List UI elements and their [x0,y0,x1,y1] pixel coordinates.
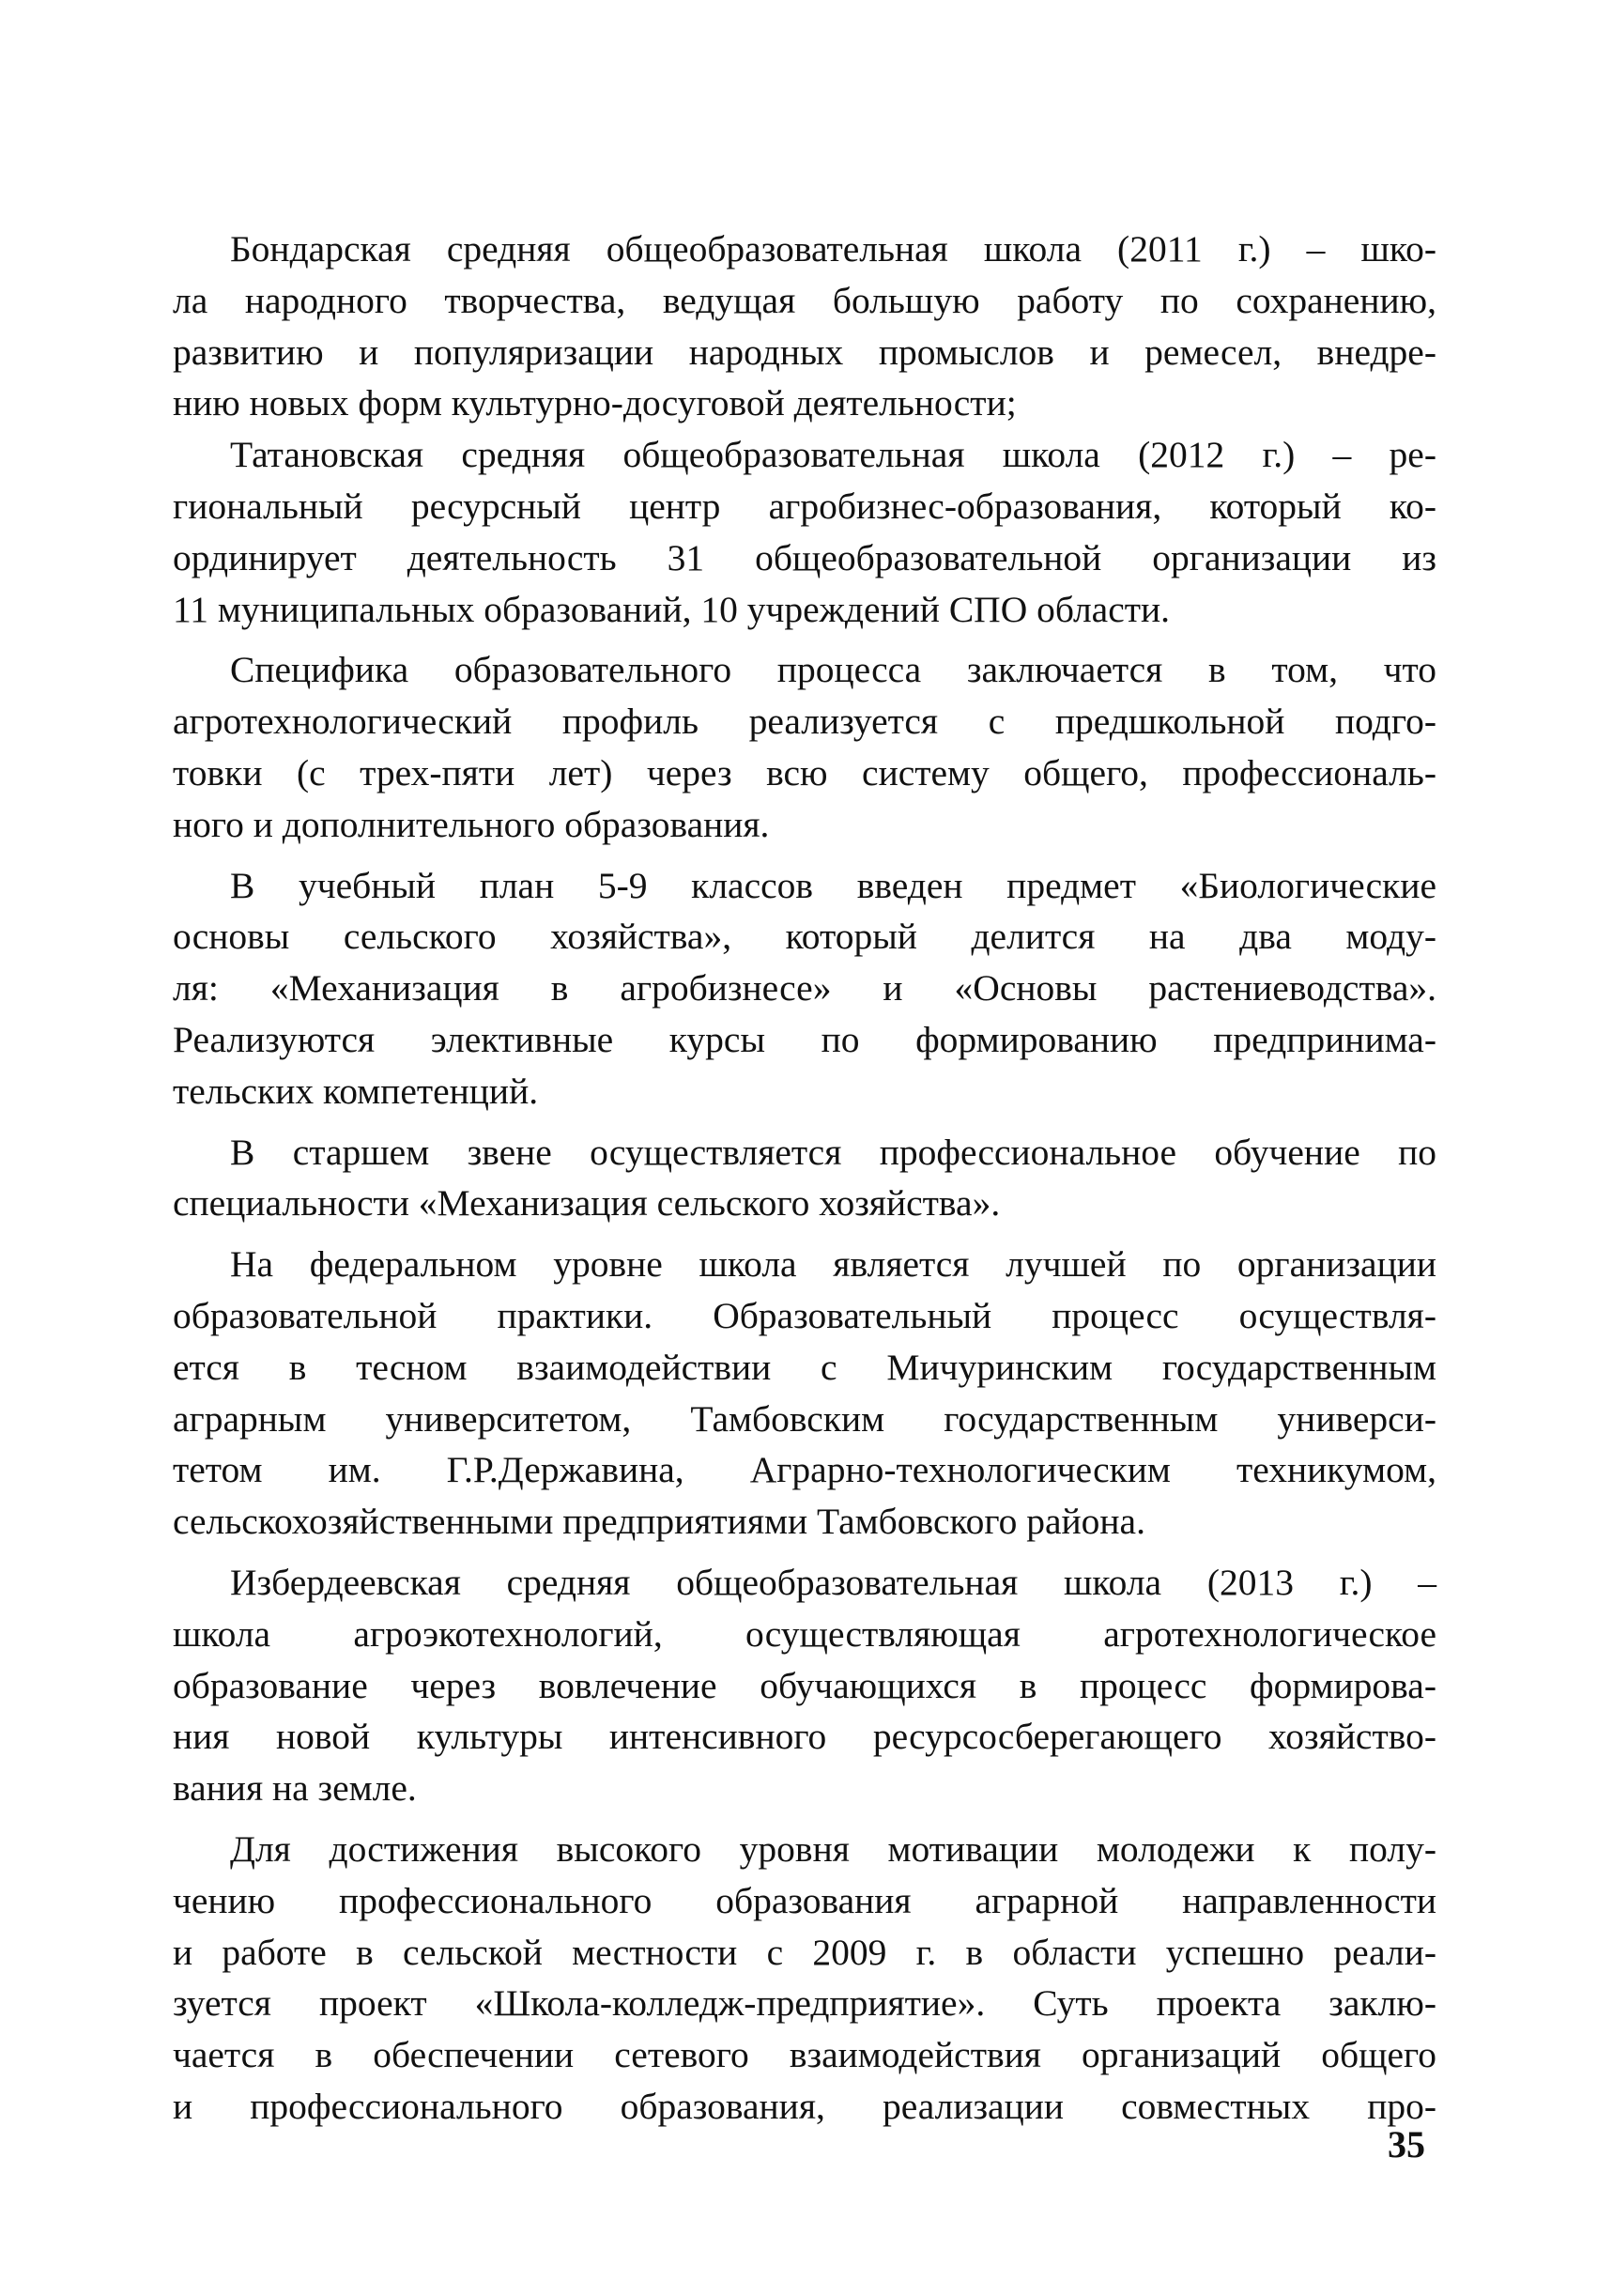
page-body [173,223,1436,2133]
text-line: Бондарская средняя общеобразовательная школа (2011 г.) – шко- [230,228,1436,270]
text-line: ординирует деятельность 31 общеобразовательной организации из [173,536,1436,578]
paragraph [173,860,1436,1117]
text-line: зуется проект «Школа-колледж-предприятие». Суть проекта заклю- [173,1982,1436,2025]
text-line: ля: «Механизация в агробизнесе» и «Основы растениеводства». [173,967,1436,1009]
text-line: тельских компетенций. [173,1070,539,1112]
text-line: Для достижения высокого уровня мотивации молодежи к полу- [230,1827,1436,1870]
paragraph [173,644,1436,850]
page-number: 35 [1388,2123,1425,2165]
paragraph [173,1824,1436,2133]
text-line: нию новых форм культурно-досуговой деятельности; [173,382,1017,424]
text-line: специальности «Механизация сельского хозяйства». [173,1182,1001,1225]
text-line: основы сельского хозяйства», который делится на два моду- [173,916,1436,958]
text-line: 11 муниципальных образований, 10 учреждений СПО области. [173,588,1171,630]
text-line: и работе в сельской местности с 2009 г. в области успешно реали- [173,1931,1436,1973]
text-line: На федеральном уровне школа является лучшей по организации [230,1243,1436,1286]
text-line: образовательной практики. Образовательный процесс осуществля- [173,1294,1436,1336]
text-line: школа агроэкотехнологий, осуществляющая агротехнологическое [173,1612,1436,1655]
text-line: агротехнологический профиль реализуется с предшкольной подго- [173,701,1436,743]
text-line: Татановская средняя общеобразовательная школа (2012 г.) – ре- [230,434,1436,476]
text-line: чается в обеспечении сетевого взаимодействия организаций общего [173,2034,1436,2076]
text-line: Специфика образовательного процесса заключается в том, что [230,649,1436,691]
text-line: В учебный план 5-9 классов введен предмет «Биологические [230,864,1436,906]
text-line: товки (с трех-пяти лет) через всю систему общего, профессиональ- [173,751,1436,794]
text-line: тетом им. Г.Р.Державина, Аграрно-технологическим техникумом, [173,1449,1436,1491]
paragraph [173,223,1436,429]
text-line: гиональный ресурсный центр агробизнес-образования, который ко- [173,485,1436,527]
text-line: Реализуются элективные курсы по формированию предпринима- [173,1018,1436,1060]
text-line: развитию и популяризации народных промыслов и ремесел, внедре- [173,331,1436,373]
text-line: ния новой культуры интенсивного ресурсосберегающего хозяйство- [173,1716,1436,1758]
paragraph [173,1239,1436,1548]
text-line: ного и дополнительного образования. [173,803,770,845]
text-line: ла народного творчества, ведущая большую работу по сохранению, [173,279,1436,321]
paragraph [173,1127,1436,1230]
text-line: В старшем звене осуществляется профессиональное обучение по [230,1131,1436,1173]
text-line: образование через вовлечение обучающихся в процесс формирова- [173,1664,1436,1706]
text-line: аграрным университетом, Тамбовским государственным универси- [173,1397,1436,1440]
paragraph [173,429,1436,635]
text-line: сельскохозяйственными предприятиями Тамбовского района. [173,1501,1145,1543]
text-line: ется в тесном взаимодействии с Мичуринским государственным [173,1346,1436,1388]
text-line: Избердеевская средняя общеобразовательная школа (2013 г.) – [230,1561,1436,1603]
text-line: чению профессионального образования аграрной направленности [173,1879,1436,1921]
text-line: вания на земле. [173,1767,417,1810]
text-line: и профессионального образования, реализации совместных про- [173,2085,1436,2127]
paragraph [173,1557,1436,1814]
